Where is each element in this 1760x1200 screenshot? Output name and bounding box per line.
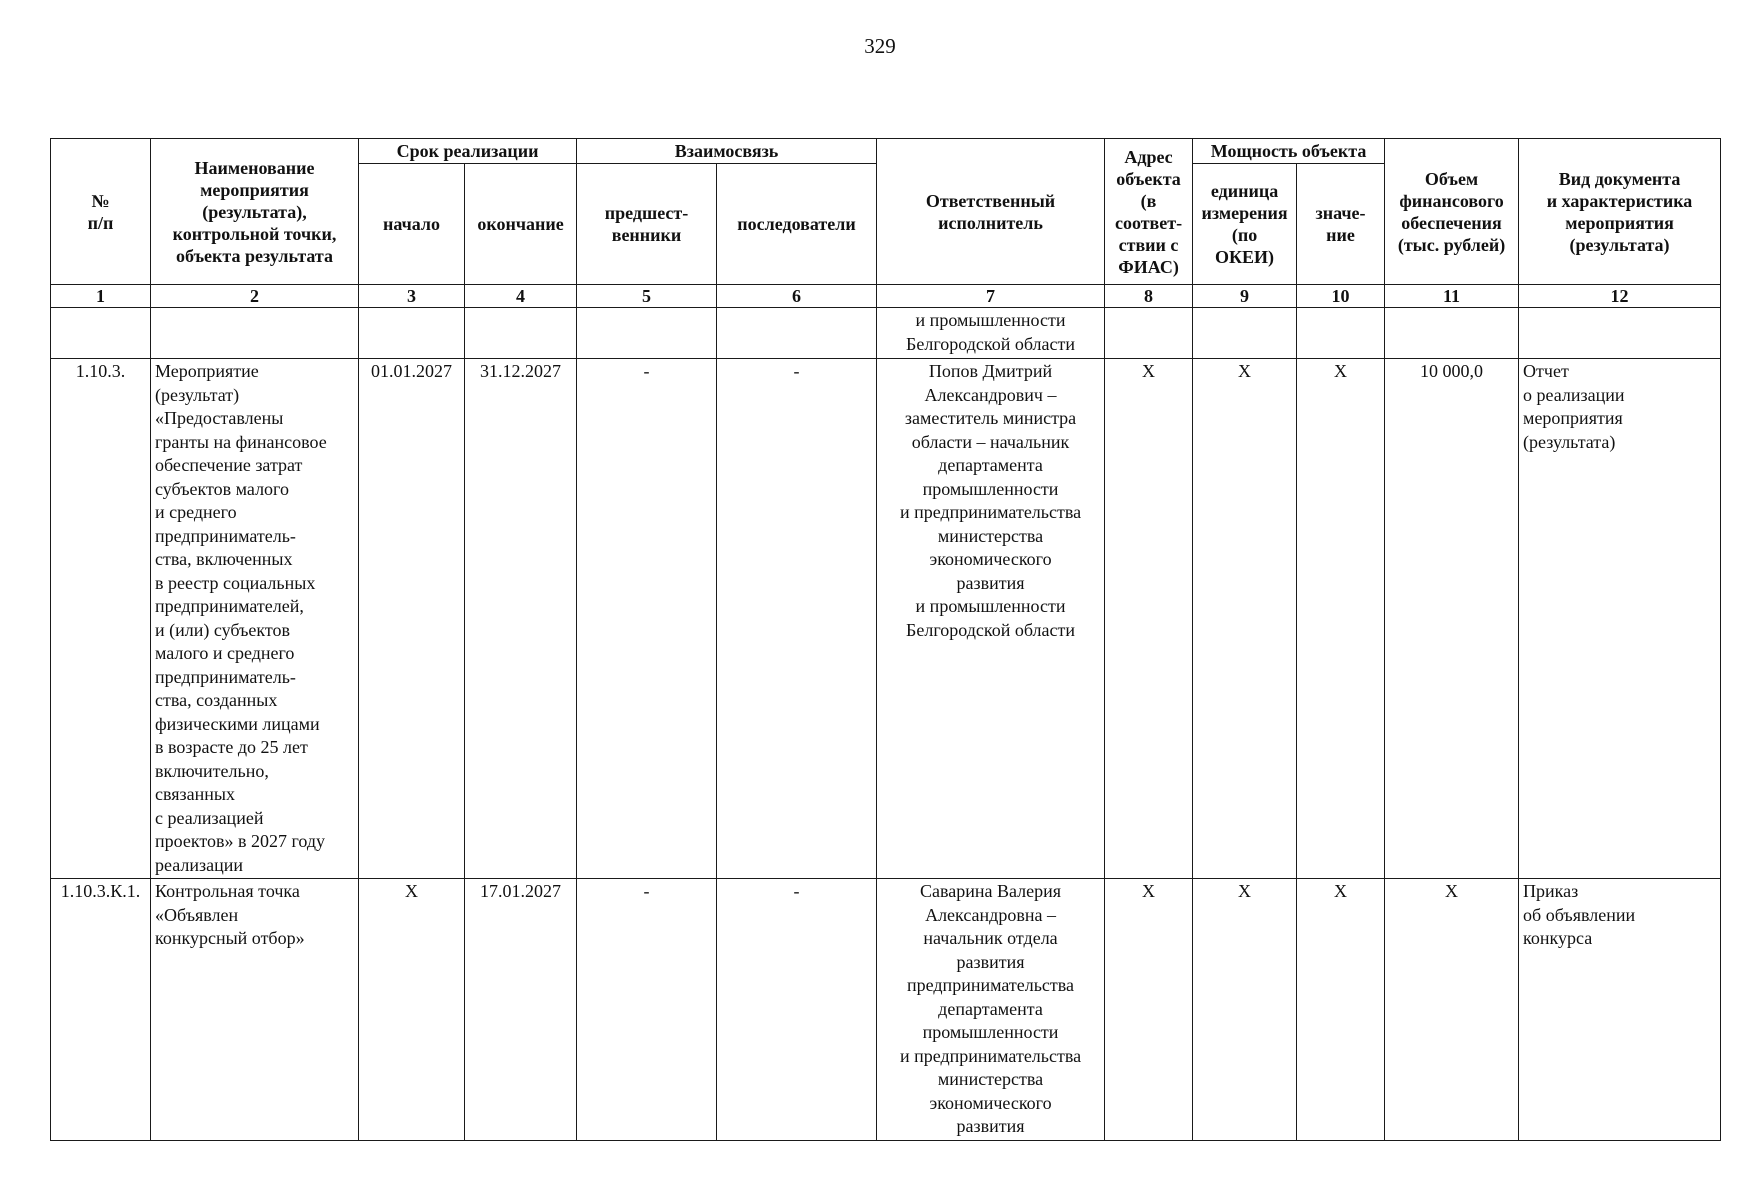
text-line: № bbox=[91, 190, 110, 211]
cell-financing: 10 000,0 bbox=[1385, 359, 1519, 879]
column-number: 11 bbox=[1385, 285, 1519, 308]
header-group-power: Мощность объекта bbox=[1193, 139, 1385, 164]
text-line: соответ- bbox=[1114, 212, 1183, 233]
text-line: в возрасте до 25 лет bbox=[155, 737, 308, 757]
text-line: (результат) bbox=[155, 384, 240, 405]
column-number: 3 bbox=[359, 285, 465, 308]
header-name-lines bbox=[153, 157, 356, 267]
text-line: малого и среднего bbox=[155, 643, 295, 663]
column-number: 6 bbox=[717, 285, 877, 308]
text-line: объекта bbox=[1116, 168, 1181, 189]
text-line: связанных bbox=[155, 784, 235, 804]
text-line: и промышленности bbox=[915, 596, 1066, 616]
text-line: и предпринимательства bbox=[899, 1045, 1082, 1066]
text-line: предшест- bbox=[604, 203, 689, 223]
text-line: министерства bbox=[937, 1069, 1044, 1089]
text-line: ства, созданных bbox=[155, 690, 278, 710]
column-number: 10 bbox=[1297, 285, 1385, 308]
cell-address: X bbox=[1105, 359, 1193, 879]
cell-empty bbox=[1519, 308, 1721, 359]
column-number: 4 bbox=[465, 285, 577, 308]
text-line: единица bbox=[1210, 181, 1279, 201]
text-line: Александрович – bbox=[924, 384, 1057, 405]
text-line: развития bbox=[956, 1116, 1025, 1136]
name-lines bbox=[155, 360, 354, 877]
text-line: Мероприятие bbox=[155, 361, 259, 381]
text-line: департамента bbox=[938, 455, 1043, 475]
cell-empty bbox=[717, 308, 877, 359]
name-lines bbox=[155, 880, 354, 951]
cell-value: X bbox=[1297, 879, 1385, 1141]
text-line: области – начальник bbox=[911, 431, 1070, 452]
cell-end: 17.01.2027 bbox=[465, 879, 577, 1141]
text-line: предприниматель- bbox=[155, 525, 296, 546]
cell-start: X bbox=[359, 879, 465, 1141]
header-row-groups bbox=[51, 139, 1721, 164]
text-line: (по bbox=[1231, 225, 1258, 245]
header-value bbox=[1297, 164, 1385, 285]
table-row bbox=[51, 359, 1721, 879]
column-number: 8 bbox=[1105, 285, 1193, 308]
text-line: объекта результата bbox=[176, 245, 333, 266]
text-line: обеспечение затрат bbox=[155, 455, 303, 475]
text-line: с реализацией bbox=[155, 807, 264, 828]
header-successors: последователи bbox=[717, 164, 877, 285]
text-line: конкурсный отбор» bbox=[155, 928, 305, 948]
header-responsible-lines bbox=[879, 190, 1102, 234]
text-line: Объем bbox=[1424, 168, 1479, 189]
text-line: заместитель министра bbox=[904, 408, 1077, 428]
text-line: «Предоставлены bbox=[155, 408, 284, 428]
header-address-lines bbox=[1107, 146, 1190, 278]
text-line: (в bbox=[1140, 190, 1157, 211]
text-line: финансового bbox=[1399, 190, 1504, 211]
responsible-lines bbox=[881, 309, 1100, 356]
header-predecessors bbox=[577, 164, 717, 285]
header-number-lines bbox=[53, 190, 148, 234]
cell-number: 1.10.3. bbox=[51, 359, 151, 879]
cell-empty bbox=[1105, 308, 1193, 359]
header-financing bbox=[1385, 139, 1519, 285]
cell-financing: X bbox=[1385, 879, 1519, 1141]
text-line: ФИАС) bbox=[1118, 256, 1179, 277]
text-line: Приказ bbox=[1523, 881, 1579, 901]
cell-start: 01.01.2027 bbox=[359, 359, 465, 879]
cell-name bbox=[151, 359, 359, 879]
text-line: промышленности bbox=[922, 478, 1059, 499]
column-number: 12 bbox=[1519, 285, 1721, 308]
text-line: Александровна – bbox=[925, 904, 1056, 925]
table-row-continuation bbox=[51, 308, 1721, 359]
text-line: обеспечения bbox=[1401, 212, 1502, 233]
text-line: (тыс. рублей) bbox=[1397, 234, 1506, 255]
cell-empty bbox=[359, 308, 465, 359]
text-line: гранты на финансовое bbox=[155, 431, 327, 452]
header-row-numbers bbox=[51, 285, 1721, 308]
text-line: конкурса bbox=[1523, 928, 1593, 948]
text-line: Попов Дмитрий bbox=[928, 361, 1053, 381]
text-line: п/п bbox=[87, 212, 114, 233]
header-number bbox=[51, 139, 151, 285]
text-line: Вид документа bbox=[1558, 168, 1681, 189]
cell-responsible bbox=[877, 359, 1105, 879]
text-line: Отчет bbox=[1523, 361, 1569, 381]
header-name bbox=[151, 139, 359, 285]
header-group-term: Срок реализации bbox=[359, 139, 577, 164]
text-line: и (или) субъектов bbox=[155, 619, 291, 640]
text-line: значе- bbox=[1315, 203, 1366, 223]
text-line: Контрольная точка bbox=[155, 881, 300, 901]
responsible-lines bbox=[881, 360, 1100, 642]
header-group-link: Взаимосвязь bbox=[577, 139, 877, 164]
cell-successors: - bbox=[717, 879, 877, 1141]
text-line: Наименование bbox=[194, 157, 315, 178]
column-number: 9 bbox=[1193, 285, 1297, 308]
text-line: венники bbox=[611, 225, 682, 245]
cell-name bbox=[151, 879, 359, 1141]
text-line: реализации bbox=[155, 854, 243, 875]
text-line: исполнитель bbox=[938, 212, 1043, 233]
text-line: (результата) bbox=[1523, 431, 1616, 452]
text-line: (результата) bbox=[1569, 234, 1670, 255]
header-document bbox=[1519, 139, 1721, 285]
header-financing-lines bbox=[1387, 168, 1516, 256]
text-line: Саварина Валерия bbox=[920, 881, 1062, 901]
column-number: 1 bbox=[51, 285, 151, 308]
header-value-lines bbox=[1299, 202, 1382, 246]
cell-value: X bbox=[1297, 359, 1385, 879]
document-lines bbox=[1523, 880, 1716, 951]
page-number: 329 bbox=[864, 34, 896, 58]
cell-empty bbox=[577, 308, 717, 359]
text-line: предприниматель- bbox=[155, 666, 296, 687]
text-line: экономического bbox=[929, 549, 1052, 569]
text-line: проектов» в 2027 году bbox=[155, 831, 326, 851]
cell-end: 31.12.2027 bbox=[465, 359, 577, 879]
text-line: мероприятия bbox=[1523, 408, 1623, 428]
cell-unit: X bbox=[1193, 879, 1297, 1141]
cell-empty bbox=[51, 308, 151, 359]
header-end: окончание bbox=[465, 164, 577, 285]
text-line: включительно, bbox=[155, 760, 269, 781]
cell-document bbox=[1519, 359, 1721, 879]
cell-empty bbox=[1385, 308, 1519, 359]
text-line: и характеристика bbox=[1546, 190, 1693, 211]
cell-successors: - bbox=[717, 359, 877, 879]
cell-empty bbox=[1297, 308, 1385, 359]
cell-empty bbox=[151, 308, 359, 359]
document-lines bbox=[1523, 360, 1716, 454]
cell-address: X bbox=[1105, 879, 1193, 1141]
activity-plan-table bbox=[50, 138, 1721, 1141]
cell-document bbox=[1519, 879, 1721, 1141]
responsible-lines bbox=[881, 880, 1100, 1139]
text-line: ОКЕИ) bbox=[1215, 247, 1275, 267]
text-line: «Объявлен bbox=[155, 904, 239, 925]
text-line: (результата), bbox=[202, 201, 307, 222]
text-line: контрольной точки, bbox=[172, 223, 337, 244]
cell-predecessors: - bbox=[577, 879, 717, 1141]
column-number: 7 bbox=[877, 285, 1105, 308]
text-line: начальник отдела bbox=[923, 928, 1058, 948]
text-line: департамента bbox=[938, 998, 1043, 1019]
cell-responsible bbox=[877, 308, 1105, 359]
text-line: и среднего bbox=[155, 502, 237, 522]
text-line: ства, включенных bbox=[155, 549, 293, 569]
text-line: Адрес bbox=[1124, 146, 1173, 167]
header-unit bbox=[1193, 164, 1297, 285]
text-line: и предпринимательства bbox=[899, 502, 1082, 522]
header-unit-lines bbox=[1195, 180, 1294, 268]
text-line: Белгородской области bbox=[906, 619, 1076, 640]
text-line: Белгородской области bbox=[906, 333, 1076, 354]
text-line: министерства bbox=[937, 525, 1044, 546]
text-line: предпринимательства bbox=[907, 975, 1075, 995]
column-number: 2 bbox=[151, 285, 359, 308]
text-line: ствии с bbox=[1118, 234, 1179, 255]
text-line: в реестр социальных bbox=[155, 572, 316, 593]
column-number: 5 bbox=[577, 285, 717, 308]
text-line: предпринимателей, bbox=[155, 596, 304, 616]
cell-empty bbox=[465, 308, 577, 359]
text-line: о реализации bbox=[1523, 384, 1625, 405]
text-line: мероприятия bbox=[1565, 212, 1674, 233]
cell-number: 1.10.3.К.1. bbox=[51, 879, 151, 1141]
table-row bbox=[51, 879, 1721, 1141]
header-predecessors-lines bbox=[579, 202, 714, 246]
cell-responsible bbox=[877, 879, 1105, 1141]
header-address bbox=[1105, 139, 1193, 285]
text-line: экономического bbox=[929, 1092, 1052, 1113]
cell-empty bbox=[1193, 308, 1297, 359]
text-line: ние bbox=[1326, 225, 1355, 245]
text-line: измерения bbox=[1201, 203, 1288, 223]
header-document-lines bbox=[1521, 168, 1718, 256]
text-line: и промышленности bbox=[915, 310, 1066, 330]
header-start: начало bbox=[359, 164, 465, 285]
text-line: промышленности bbox=[922, 1022, 1059, 1042]
text-line: Ответственный bbox=[925, 190, 1056, 211]
text-line: об объявлении bbox=[1523, 904, 1636, 925]
cell-predecessors: - bbox=[577, 359, 717, 879]
header-responsible bbox=[877, 139, 1105, 285]
text-line: развития bbox=[956, 951, 1025, 972]
cell-unit: X bbox=[1193, 359, 1297, 879]
text-line: мероприятия bbox=[200, 179, 309, 200]
text-line: субъектов малого bbox=[155, 478, 289, 499]
text-line: физическими лицами bbox=[155, 713, 320, 734]
text-line: развития bbox=[956, 572, 1025, 593]
